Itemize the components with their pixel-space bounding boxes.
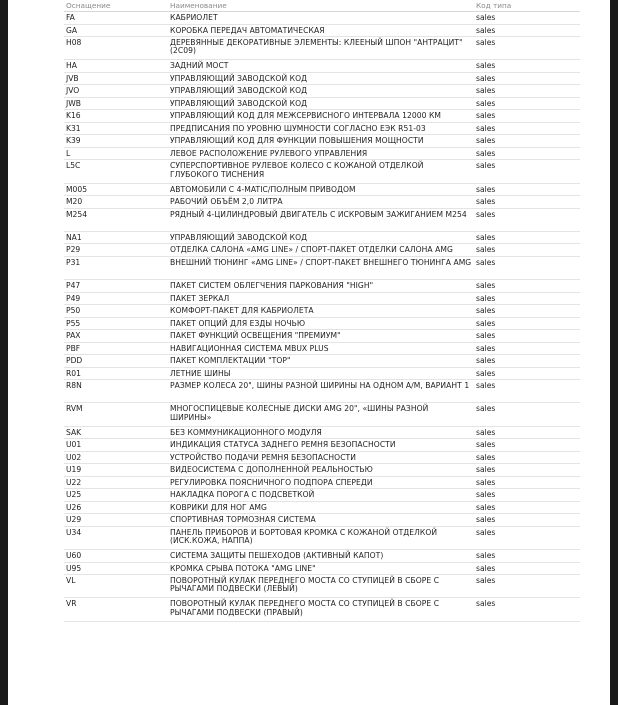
- cell-type: sales: [474, 196, 580, 209]
- table-row: [64, 305, 580, 318]
- cell-type: sales: [474, 330, 580, 343]
- cell-name: ПРЕДПИСАНИЯ ПО УРОВНЮ ШУМНОСТИ СОГЛАСНО ЕЭК R51-03: [168, 122, 474, 135]
- cell-code: SAK: [64, 426, 168, 439]
- table-row: [64, 514, 580, 527]
- cell-type: sales: [474, 403, 580, 426]
- cell-type: sales: [474, 426, 580, 439]
- cell-name: ПАНЕЛЬ ПРИБОРОВ И БОРТОВАЯ КРОМКА С КОЖАНОЙ ОТДЕЛКОЙ (ИСК.КОЖА, НАППА): [168, 526, 474, 549]
- cell-type: sales: [474, 231, 580, 244]
- cell-type: sales: [474, 305, 580, 318]
- cell-name: ОТДЕЛКА САЛОНА «AMG LINE» / СПОРТ-ПАКЕТ ОТДЕЛКИ САЛОНА AMG: [168, 244, 474, 257]
- cell-name: ПОВОРОТНЫЙ КУЛАК ПЕРЕДНЕГО МОСТА СО СТУПИЦЕЙ В СБОРЕ С РЫЧАГАМИ ПОДВЕСКИ (ПРАВЫЙ): [168, 598, 474, 621]
- table-row: [64, 85, 580, 98]
- table-row: [64, 147, 580, 160]
- cell-type: sales: [474, 208, 580, 231]
- cell-name: РАБОЧИЙ ОБЪЁМ 2,0 ЛИТРА: [168, 196, 474, 209]
- cell-type: sales: [474, 439, 580, 452]
- cell-name: УПРАВЛЯЮЩИЙ ЗАВОДСКОЙ КОД: [168, 231, 474, 244]
- cell-name: РЕГУЛИРОВКА ПОЯСНИЧНОГО ПОДПОРА СПЕРЕДИ: [168, 476, 474, 489]
- cell-name: СИСТЕМА ЗАЩИТЫ ПЕШЕХОДОВ (АКТИВНЫЙ КАПОТ): [168, 550, 474, 563]
- table-row: [64, 160, 580, 183]
- table-row: [64, 380, 580, 403]
- cell-code: VR: [64, 598, 168, 621]
- cell-code: PDD: [64, 355, 168, 368]
- cell-name: ВНЕШНИЙ ТЮНИНГ «AMG LINE» / СПОРТ-ПАКЕТ ВНЕШНЕГО ТЮНИНГА AMG: [168, 256, 474, 279]
- table-row: [64, 489, 580, 502]
- cell-type: sales: [474, 380, 580, 403]
- cell-code: VL: [64, 575, 168, 598]
- table-row: [64, 60, 580, 73]
- cell-name: СУПЕРСПОРТИВНОЕ РУЛЕВОЕ КОЛЕСО С КОЖАНОЙ ОТДЕЛКОЙ ГЛУБОКОГО ТИСНЕНИЯ: [168, 160, 474, 183]
- cell-name: СПОРТИВНАЯ ТОРМОЗНАЯ СИСТЕМА: [168, 514, 474, 527]
- cell-code: GA: [64, 24, 168, 37]
- cell-code: R8N: [64, 380, 168, 403]
- cell-code: P47: [64, 280, 168, 293]
- cell-name: ЗАДНИЙ МОСТ: [168, 60, 474, 73]
- cell-type: sales: [474, 550, 580, 563]
- cell-type: sales: [474, 72, 580, 85]
- cell-name: ВИДЕОСИСТЕМА С ДОПОЛНЕННОЙ РЕАЛЬНОСТЬЮ: [168, 464, 474, 477]
- cell-name: ЛЕВОЕ РАСПОЛОЖЕНИЕ РУЛЕВОГО УПРАВЛЕНИЯ: [168, 147, 474, 160]
- table-row: [64, 196, 580, 209]
- cell-name: РАЗМЕР КОЛЕСА 20", ШИНЫ РАЗНОЙ ШИРИНЫ НА ОДНОМ А/М, ВАРИАНТ 1: [168, 380, 474, 403]
- cell-code: L: [64, 147, 168, 160]
- cell-type: sales: [474, 147, 580, 160]
- cell-code: P29: [64, 244, 168, 257]
- table-row: [64, 403, 580, 426]
- cell-type: sales: [474, 526, 580, 549]
- table-row: [64, 464, 580, 477]
- cell-name: ПАКЕТ КОМПЛЕКТАЦИИ "TOP": [168, 355, 474, 368]
- cell-type: sales: [474, 37, 580, 60]
- cell-type: sales: [474, 135, 580, 148]
- cell-code: U60: [64, 550, 168, 563]
- cell-type: sales: [474, 110, 580, 123]
- cell-type: sales: [474, 183, 580, 196]
- cell-type: sales: [474, 317, 580, 330]
- table-row: [64, 550, 580, 563]
- table-row: [64, 330, 580, 343]
- cell-name: ЛЕТНИЕ ШИНЫ: [168, 367, 474, 380]
- cell-name: КАБРИОЛЕТ: [168, 12, 474, 25]
- table-row: [64, 256, 580, 279]
- cell-type: sales: [474, 476, 580, 489]
- cell-code: RVM: [64, 403, 168, 426]
- cell-code: P49: [64, 292, 168, 305]
- cell-type: sales: [474, 598, 580, 621]
- table-row: [64, 280, 580, 293]
- cell-name: УПРАВЛЯЮЩИЙ КОД ДЛЯ МЕЖСЕРВИСНОГО ИНТЕРВАЛА 12000 КМ: [168, 110, 474, 123]
- table-row: [64, 37, 580, 60]
- cell-code: M20: [64, 196, 168, 209]
- table-row: [64, 244, 580, 257]
- cell-name: ПАКЕТ ОПЦИЙ ДЛЯ ЕЗДЫ НОЧЬЮ: [168, 317, 474, 330]
- cell-code: U26: [64, 501, 168, 514]
- header-name: Наименование: [168, 0, 474, 12]
- cell-type: sales: [474, 501, 580, 514]
- cell-name: ПАКЕТ ЗЕРКАЛ: [168, 292, 474, 305]
- cell-type: sales: [474, 575, 580, 598]
- cell-type: sales: [474, 24, 580, 37]
- cell-name: КОМФОРТ-ПАКЕТ ДЛЯ КАБРИОЛЕТА: [168, 305, 474, 318]
- cell-code: U19: [64, 464, 168, 477]
- cell-type: sales: [474, 342, 580, 355]
- table-row: [64, 12, 580, 25]
- cell-type: sales: [474, 464, 580, 477]
- table-row: [64, 72, 580, 85]
- table-row: [64, 231, 580, 244]
- cell-type: sales: [474, 12, 580, 25]
- cell-name: НАКЛАДКА ПОРОГА С ПОДСВЕТКОЙ: [168, 489, 474, 502]
- header-type: Код типа: [474, 0, 580, 12]
- cell-code: U95: [64, 562, 168, 575]
- cell-type: sales: [474, 292, 580, 305]
- table-row: [64, 292, 580, 305]
- table-row: [64, 135, 580, 148]
- cell-code: JVO: [64, 85, 168, 98]
- table-row: [64, 110, 580, 123]
- table-row: [64, 526, 580, 549]
- cell-name: УСТРОЙСТВО ПОДАЧИ РЕМНЯ БЕЗОПАСНОСТИ: [168, 451, 474, 464]
- cell-name: УПРАВЛЯЮЩИЙ ЗАВОДСКОЙ КОД: [168, 85, 474, 98]
- cell-name: ПАКЕТ ФУНКЦИЙ ОСВЕЩЕНИЯ "ПРЕМИУМ": [168, 330, 474, 343]
- cell-code: R01: [64, 367, 168, 380]
- cell-name: НАВИГАЦИОННАЯ СИСТЕМА MBUX PLUS: [168, 342, 474, 355]
- cell-code: H08: [64, 37, 168, 60]
- table-row: [64, 24, 580, 37]
- cell-type: sales: [474, 514, 580, 527]
- cell-name: ДЕРЕВЯННЫЕ ДЕКОРАТИВНЫЕ ЭЛЕМЕНТЫ: КЛЕЕНЫЙ ШПОН "АНТРАЦИТ" (2С09): [168, 37, 474, 60]
- table-row: [64, 476, 580, 489]
- cell-type: sales: [474, 60, 580, 73]
- cell-type: sales: [474, 85, 580, 98]
- cell-name: ПАКЕТ СИСТЕМ ОБЛЕГЧЕНИЯ ПАРКОВАНИЯ "HIGH": [168, 280, 474, 293]
- cell-code: P50: [64, 305, 168, 318]
- table-row: [64, 562, 580, 575]
- cell-name: УПРАВЛЯЮЩИЙ ЗАВОДСКОЙ КОД: [168, 97, 474, 110]
- cell-name: КРОМКА СРЫВА ПОТОКА "AMG LINE": [168, 562, 474, 575]
- cell-code: U29: [64, 514, 168, 527]
- cell-type: sales: [474, 160, 580, 183]
- cell-code: HA: [64, 60, 168, 73]
- cell-type: sales: [474, 367, 580, 380]
- table-row: [64, 317, 580, 330]
- cell-name: МНОГОСПИЦЕВЫЕ КОЛЕСНЫЕ ДИСКИ AMG 20", «ШИНЫ РАЗНОЙ ШИРИНЫ»: [168, 403, 474, 426]
- table-row: [64, 97, 580, 110]
- cell-code: K16: [64, 110, 168, 123]
- cell-type: sales: [474, 97, 580, 110]
- cell-type: sales: [474, 451, 580, 464]
- cell-name: БЕЗ КОММУНИКАЦИОННОГО МОДУЛЯ: [168, 426, 474, 439]
- cell-name: КОРОБКА ПЕРЕДАЧ АВТОМАТИЧЕСКАЯ: [168, 24, 474, 37]
- cell-name: УПРАВЛЯЮЩИЙ ЗАВОДСКОЙ КОД: [168, 72, 474, 85]
- table-row: [64, 451, 580, 464]
- cell-name: КОВРИКИ ДЛЯ НОГ AMG: [168, 501, 474, 514]
- table-row: [64, 575, 580, 598]
- cell-code: U01: [64, 439, 168, 452]
- document-page: [8, 0, 610, 705]
- cell-code: U02: [64, 451, 168, 464]
- cell-code: M254: [64, 208, 168, 231]
- cell-type: sales: [474, 355, 580, 368]
- cell-code: P55: [64, 317, 168, 330]
- table-row: [64, 426, 580, 439]
- table-row: [64, 598, 580, 621]
- cell-name: ИНДИКАЦИЯ СТАТУСА ЗАДНЕГО РЕМНЯ БЕЗОПАСНОСТИ: [168, 439, 474, 452]
- table-row: [64, 208, 580, 231]
- cell-type: sales: [474, 280, 580, 293]
- cell-type: sales: [474, 256, 580, 279]
- cell-code: U22: [64, 476, 168, 489]
- cell-code: U34: [64, 526, 168, 549]
- table-row: [64, 501, 580, 514]
- cell-code: JVB: [64, 72, 168, 85]
- cell-name: РЯДНЫЙ 4-ЦИЛИНДРОВЫЙ ДВИГАТЕЛЬ С ИСКРОВЫМ ЗАЖИГАНИЕМ M254: [168, 208, 474, 231]
- cell-name: АВТОМОБИЛИ С 4-MATIC/ПОЛНЫМ ПРИВОДОМ: [168, 183, 474, 196]
- cell-code: L5C: [64, 160, 168, 183]
- cell-code: FA: [64, 12, 168, 25]
- screen-edge-right: [610, 0, 618, 705]
- cell-type: sales: [474, 122, 580, 135]
- cell-code: PBF: [64, 342, 168, 355]
- table-row: [64, 183, 580, 196]
- cell-code: NA1: [64, 231, 168, 244]
- cell-code: P31: [64, 256, 168, 279]
- cell-code: K31: [64, 122, 168, 135]
- cell-type: sales: [474, 489, 580, 502]
- table-row: [64, 355, 580, 368]
- cell-type: sales: [474, 562, 580, 575]
- screen-edge-left: [0, 0, 8, 705]
- equipment-table: [64, 0, 580, 622]
- table-row: [64, 439, 580, 452]
- table-header-row: [64, 0, 580, 12]
- cell-code: K39: [64, 135, 168, 148]
- cell-code: M005: [64, 183, 168, 196]
- cell-type: sales: [474, 244, 580, 257]
- cell-code: JWB: [64, 97, 168, 110]
- table-row: [64, 342, 580, 355]
- cell-name: ПОВОРОТНЫЙ КУЛАК ПЕРЕДНЕГО МОСТА СО СТУПИЦЕЙ В СБОРЕ С РЫЧАГАМИ ПОДВЕСКИ (ЛЕВЫЙ): [168, 575, 474, 598]
- cell-code: PAX: [64, 330, 168, 343]
- cell-code: U25: [64, 489, 168, 502]
- header-code: Оснащение: [64, 0, 168, 12]
- cell-name: УПРАВЛЯЮЩИЙ КОД ДЛЯ ФУНКЦИИ ПОВЫШЕНИЯ МОЩНОСТИ: [168, 135, 474, 148]
- table-row: [64, 122, 580, 135]
- table-row: [64, 367, 580, 380]
